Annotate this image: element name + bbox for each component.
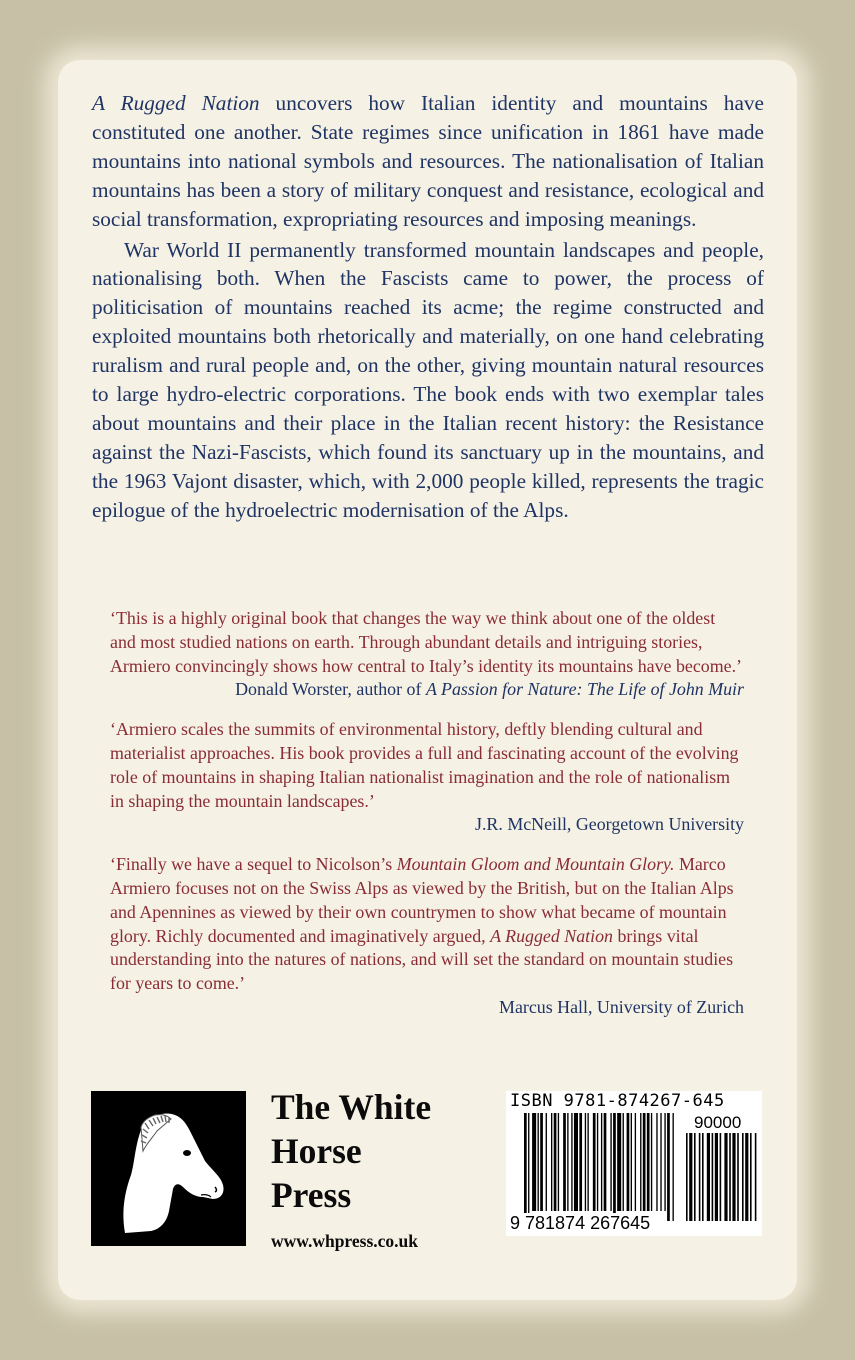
- barcode-bar: [574, 1113, 578, 1211]
- barcode-bar: [640, 1113, 641, 1211]
- barcode-bar: [647, 1113, 650, 1211]
- book-blurb: [92, 89, 764, 525]
- barcode-addon-bar: [732, 1133, 735, 1221]
- endorsement-2: [110, 718, 744, 837]
- barcode-addon-bar: [686, 1133, 688, 1221]
- barcode-bar: [627, 1113, 630, 1211]
- endorsement-attribution: Marcus Hall, University of Zurich: [499, 996, 744, 1017]
- barcode-bar: [597, 1113, 598, 1211]
- barcode-addon-bar: [729, 1133, 731, 1221]
- publisher-name: The White Horse Press: [271, 1087, 432, 1215]
- barcode-addon-bar: [699, 1133, 701, 1221]
- barcode-bar: [660, 1113, 661, 1211]
- blurb-paragraph-1: [92, 89, 764, 234]
- barcode-bar: [610, 1113, 611, 1211]
- barcode-bar: [554, 1113, 557, 1211]
- book-title: A Rugged Nation: [92, 91, 260, 115]
- barcode-bar: [551, 1113, 552, 1211]
- blurb-paragraph-2: War World II permanently transformed mountain landscapes and people, nationalising both. When the Fascists came to power, the process of politicisation of mountains reached its acme; the regime constructed and exploited mountains both rhetorically and materially, on one hand celebrating ruralism and rural people and, on the other, giving mountain natural resources to large hydro-electric corporations. The book ends with two exemplar tales about mountains and their place in the Italian recent history: the Resistance against the Nazi-Fascists, which found its sanctuary up in the mountains, and the 1963 Vajont disaster, which, with 2,000 people killed, represents the tragic epilogue of the hydroelectric modernisation of the Alps.: [92, 237, 764, 522]
- barcode-bar: [656, 1113, 657, 1211]
- barcode-digits: 9 781874 267645: [510, 1213, 651, 1233]
- barcode-bar: [643, 1113, 646, 1211]
- barcode-bar: [538, 1113, 539, 1211]
- barcode-addon-bar: [707, 1133, 710, 1221]
- barcode-bar: [546, 1113, 547, 1211]
- barcode-bar: [601, 1113, 602, 1211]
- endorsement-attribution: Donald Worster, author of A Passion for Nature: The Life of John Muir: [235, 679, 744, 700]
- white-horse-logo: [91, 1091, 246, 1246]
- barcode-addon-bar: [712, 1133, 714, 1221]
- barcode-bar: [631, 1113, 632, 1211]
- isbn-label: ISBN 9781-874267-645: [510, 1091, 725, 1111]
- endorsement-text: ‘Finally we have a sequel to Nicolson’s Mountain Gloom and Mountain Glory. Marco Armiero focuses not on the Swiss Alps as viewed by the British, but on the Italian Alps and Apennines as viewed by their own countrymen to show what became of mountain glory. Richly documented and imaginatively argued, A Rugged Nation brings vital understanding into the natures of nations, and will set the standard on mountain studies for years to come.’: [110, 854, 734, 994]
- barcode-addon-bar: [724, 1133, 727, 1221]
- barcode-bar: [579, 1113, 582, 1211]
- barcode-addon-bar: [745, 1133, 748, 1221]
- barcode-bar: [651, 1113, 652, 1211]
- barcode-addon-bar: [737, 1133, 739, 1221]
- barcode-bar: [664, 1113, 665, 1211]
- barcode-addon-bar: [720, 1133, 722, 1221]
- barcode-addon-bar: [750, 1133, 752, 1221]
- endorsement-text: ‘Armiero scales the summits of environmental history, deftly blending cultural and materialist approaches. His book provides a full and fascinating account of the evolving role of mountains in shaping Italian nationalist imagination and the role of nationalism in shaping the mountain landscapes.’: [110, 719, 739, 811]
- barcode-addon-bar: [742, 1133, 744, 1221]
- barcode-bar: [667, 1113, 670, 1221]
- barcode-bar: [635, 1113, 636, 1211]
- barcode-bar: [604, 1113, 607, 1211]
- isbn-barcode: [506, 1091, 762, 1236]
- horse-head-icon: [91, 1091, 246, 1246]
- barcode-bar: [532, 1113, 536, 1211]
- barcode-bar: [587, 1113, 588, 1211]
- barcode-bar: [540, 1113, 543, 1211]
- barcode-bar: [617, 1113, 621, 1211]
- barcode-bar: [673, 1113, 674, 1221]
- endorsement-3: [110, 853, 744, 1020]
- barcode-addon-bar: [715, 1133, 718, 1221]
- barcode-addon-bar: [702, 1133, 704, 1221]
- barcode-bar: [585, 1113, 586, 1211]
- barcode-addon-bar: [694, 1133, 696, 1221]
- barcode-bar: [558, 1113, 559, 1211]
- endorsement-attribution: J.R. McNeill, Georgetown University: [475, 814, 744, 835]
- barcode-bar: [563, 1113, 566, 1211]
- endorsements: [110, 607, 744, 1036]
- endorsement-1: [110, 607, 744, 702]
- barcode-bar: [528, 1113, 529, 1221]
- barcode-addon-bar: [755, 1133, 757, 1221]
- publisher-block: [271, 1085, 471, 1252]
- barcode-addon-digits: 90000: [694, 1113, 742, 1132]
- endorsement-text: ‘This is a highly original book that changes the way we think about one of the oldest and most studied nations on earth. Through abundant details and intriguing stories, Armiero convincingly shows how central to Italy’s identity its mountains have become.’: [110, 608, 742, 676]
- barcode-bar: [524, 1113, 527, 1221]
- barcode-bar: [613, 1113, 616, 1221]
- barcode-bar: [571, 1113, 572, 1211]
- barcode-bar: [567, 1113, 568, 1211]
- barcode-addon-bar: [689, 1133, 692, 1221]
- blurb-text-1: uncovers how Italian identity and mountains have constituted one another. State regimes since unification in 1861 have made mountains into national symbols and resources. The nationalisation of Italian mountains has been a story of military conquest and resistance, ecological and social transformation, expropriating resources and imposing meanings.: [92, 91, 765, 231]
- barcode-bar: [623, 1113, 624, 1211]
- barcode-bar: [593, 1113, 596, 1211]
- publisher-url[interactable]: www.whpress.co.uk: [271, 1231, 418, 1251]
